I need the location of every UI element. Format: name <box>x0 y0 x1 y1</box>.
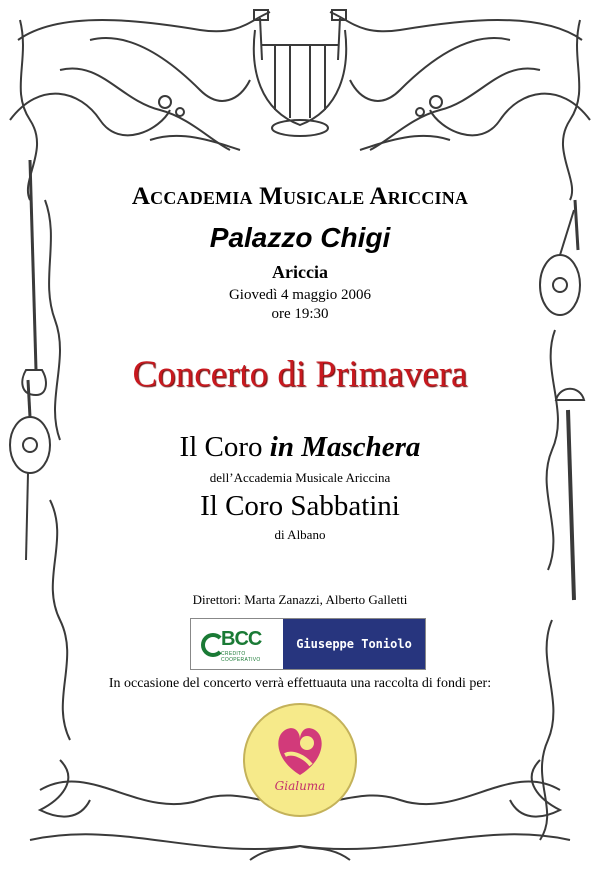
academy-heading: Accademia Musicale Ariccina <box>131 183 469 210</box>
choir-two-title: Il Coro Sabbatini <box>200 490 400 522</box>
choir-one-prefix: Il Coro <box>179 431 270 463</box>
charity-name: Gialuma <box>274 779 326 793</box>
charity-heart-icon <box>245 705 355 815</box>
bank-logo <box>191 619 283 669</box>
bank-code: BCC <box>221 628 262 650</box>
event-date: Giovedì 4 maggio 2006 <box>228 287 372 303</box>
event-time: ore 19:30 <box>271 306 329 322</box>
concert-title: Concerto di Primavera <box>132 354 468 395</box>
sponsor-banner <box>190 618 426 670</box>
fundraising-note: In occasione del concerto verrà effettuauta una raccolta di fondi per: <box>108 676 492 691</box>
bank-tagline: CREDITO COOPERATIVO <box>221 651 261 663</box>
charity-logo <box>243 703 357 817</box>
venue-title: Palazzo Chigi <box>209 222 391 253</box>
choir-two-subtitle: di Albano <box>274 527 326 542</box>
bank-name: Giuseppe Toniolo <box>283 619 425 669</box>
town-name: Ariccia <box>272 262 328 282</box>
choir-one-subtitle: dell’Accademia Musicale Ariccina <box>209 470 391 485</box>
choir-one-script-name: in Maschera <box>269 431 421 463</box>
directors-credit: Direttori: Marta Zanazzi, Alberto Galletti <box>192 592 408 607</box>
choir-one-title <box>0 431 600 464</box>
